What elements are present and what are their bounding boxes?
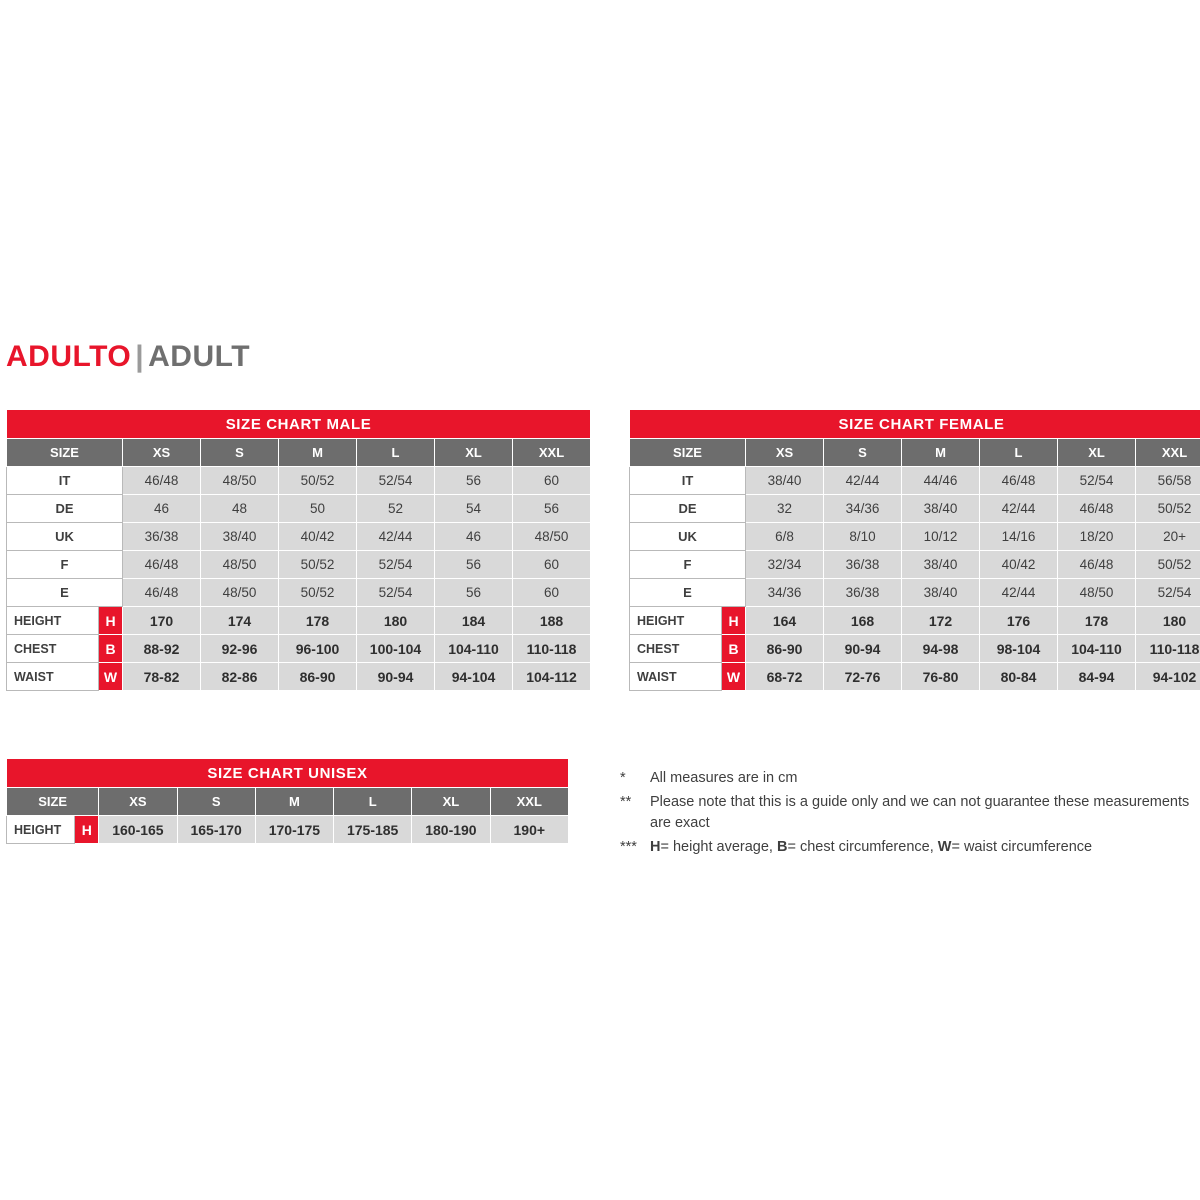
table-cell: 18/20 [1058, 523, 1136, 551]
table-cell: 52 [357, 495, 435, 523]
table-cell: 50 [279, 495, 357, 523]
column-header: XL [1058, 439, 1136, 467]
column-header: XS [123, 439, 201, 467]
table-cell: 94-104 [435, 663, 513, 691]
row-label: F [630, 551, 746, 579]
table-cell: 52/54 [357, 551, 435, 579]
table-cell: 54 [435, 495, 513, 523]
chart-header-row [7, 788, 569, 816]
table-cell: 44/46 [902, 467, 980, 495]
row-letter-badge: B [722, 635, 746, 663]
row-label: HEIGHT [7, 816, 75, 844]
table-cell: 50/52 [1136, 551, 1200, 579]
table-cell: 34/36 [824, 495, 902, 523]
table-cell: 50/52 [279, 467, 357, 495]
row-label: DE [630, 495, 746, 523]
row-label: UK [7, 523, 123, 551]
row-label: E [7, 579, 123, 607]
table-cell: 52/54 [1136, 579, 1200, 607]
column-header: XXL [513, 439, 591, 467]
table-cell: 40/42 [980, 551, 1058, 579]
note-item [620, 792, 1200, 834]
chart-banner: SIZE CHART MALE [7, 410, 591, 439]
table-cell: 172 [902, 607, 980, 635]
size-chart-male [6, 409, 591, 691]
row-label: HEIGHT [630, 607, 722, 635]
column-header: M [279, 439, 357, 467]
column-header: L [980, 439, 1058, 467]
table-cell: 178 [1058, 607, 1136, 635]
column-header: XS [746, 439, 824, 467]
chart-banner: SIZE CHART UNISEX [7, 759, 569, 788]
table-cell: 175-185 [334, 816, 412, 844]
column-header: XXL [1136, 439, 1200, 467]
table-cell: 48/50 [1058, 579, 1136, 607]
note-text: H= height average, B= chest circumference, W= waist circumference [650, 839, 1093, 855]
table-cell: 88-92 [123, 635, 201, 663]
table-row [630, 579, 1200, 607]
table-row [630, 467, 1200, 495]
table-cell: 20+ [1136, 523, 1200, 551]
table-cell: 110-118 [513, 635, 591, 663]
table-cell: 46 [123, 495, 201, 523]
column-header: S [177, 788, 255, 816]
table-cell: 40/42 [279, 523, 357, 551]
table-cell: 46/48 [123, 579, 201, 607]
table-cell: 180 [1136, 607, 1200, 635]
note-marker: ** [620, 794, 632, 810]
row-label: E [630, 579, 746, 607]
table-cell: 94-102 [1136, 663, 1200, 691]
column-header: XL [435, 439, 513, 467]
row-letter-badge: H [75, 816, 99, 844]
table-cell: 92-96 [201, 635, 279, 663]
table-cell: 10/12 [902, 523, 980, 551]
row-letter-badge: W [722, 663, 746, 691]
column-header: S [201, 439, 279, 467]
table-cell: 180 [357, 607, 435, 635]
table-row [7, 663, 591, 691]
table-cell: 188 [513, 607, 591, 635]
table-cell: 38/40 [902, 551, 980, 579]
column-header-size: SIZE [630, 439, 746, 467]
row-label: DE [7, 495, 123, 523]
table-cell: 42/44 [357, 523, 435, 551]
row-label: IT [630, 467, 746, 495]
table-cell: 46/48 [980, 467, 1058, 495]
table-cell: 42/44 [824, 467, 902, 495]
table-cell: 68-72 [746, 663, 824, 691]
table-row [630, 551, 1200, 579]
table-cell: 104-112 [513, 663, 591, 691]
table-cell: 14/16 [980, 523, 1058, 551]
page-title [6, 340, 250, 374]
table-cell: 100-104 [357, 635, 435, 663]
note-text: All measures are in cm [650, 770, 798, 786]
table-row [7, 607, 591, 635]
table-cell: 80-84 [980, 663, 1058, 691]
table-cell: 8/10 [824, 523, 902, 551]
table-row [7, 579, 591, 607]
table-cell: 86-90 [279, 663, 357, 691]
table-row [7, 523, 591, 551]
table-row [7, 551, 591, 579]
table-cell: 46 [435, 523, 513, 551]
column-header: S [824, 439, 902, 467]
table-cell: 42/44 [980, 579, 1058, 607]
table-cell: 164 [746, 607, 824, 635]
table-cell: 52/54 [357, 579, 435, 607]
table-cell: 168 [824, 607, 902, 635]
note-marker: * [620, 770, 626, 786]
table-cell: 104-110 [435, 635, 513, 663]
table-cell: 94-98 [902, 635, 980, 663]
table-cell: 165-170 [177, 816, 255, 844]
chart-banner: SIZE CHART FEMALE [630, 410, 1200, 439]
table-cell: 190+ [490, 816, 568, 844]
table-cell: 60 [513, 551, 591, 579]
table-cell: 174 [201, 607, 279, 635]
note-item [620, 768, 1200, 789]
table-row [630, 523, 1200, 551]
column-header-size: SIZE [7, 788, 99, 816]
table-cell: 56 [435, 579, 513, 607]
table-cell: 56 [513, 495, 591, 523]
row-label: CHEST [7, 635, 99, 663]
table-cell: 48/50 [201, 579, 279, 607]
table-cell: 170 [123, 607, 201, 635]
note-item [620, 837, 1200, 858]
table-cell: 76-80 [902, 663, 980, 691]
chart-banner-row [7, 410, 591, 439]
row-label: UK [630, 523, 746, 551]
table-cell: 60 [513, 579, 591, 607]
column-header: XS [99, 788, 177, 816]
table-cell: 36/38 [824, 579, 902, 607]
table-cell: 50/52 [1136, 495, 1200, 523]
table-cell: 6/8 [746, 523, 824, 551]
row-label: IT [7, 467, 123, 495]
row-letter-badge: B [99, 635, 123, 663]
row-letter-badge: W [99, 663, 123, 691]
page-title-separator: | [135, 340, 145, 373]
table-cell: 48 [201, 495, 279, 523]
table-cell: 110-118 [1136, 635, 1200, 663]
chart-header-row [630, 439, 1200, 467]
table-cell: 170-175 [255, 816, 333, 844]
table-cell: 72-76 [824, 663, 902, 691]
table-row [7, 635, 591, 663]
table-cell: 60 [513, 467, 591, 495]
row-label: CHEST [630, 635, 722, 663]
row-label: HEIGHT [7, 607, 99, 635]
page-title-secondary: ADULT [148, 340, 251, 373]
table-cell: 38/40 [902, 495, 980, 523]
table-row [7, 467, 591, 495]
table-cell: 36/38 [824, 551, 902, 579]
row-letter-badge: H [722, 607, 746, 635]
table-cell: 36/38 [123, 523, 201, 551]
table-cell: 176 [980, 607, 1058, 635]
table-cell: 46/48 [123, 551, 201, 579]
table-cell: 84-94 [1058, 663, 1136, 691]
size-chart-unisex [6, 758, 569, 844]
size-chart-female [629, 409, 1200, 691]
table-cell: 50/52 [279, 551, 357, 579]
table-cell: 46/48 [123, 467, 201, 495]
table-cell: 160-165 [99, 816, 177, 844]
table-cell: 90-94 [824, 635, 902, 663]
note-marker: *** [620, 839, 637, 855]
table-cell: 96-100 [279, 635, 357, 663]
table-cell: 104-110 [1058, 635, 1136, 663]
table-cell: 184 [435, 607, 513, 635]
table-cell: 48/50 [201, 551, 279, 579]
table-cell: 180-190 [412, 816, 490, 844]
table-row [630, 607, 1200, 635]
table-row [630, 495, 1200, 523]
notes-block [620, 768, 1200, 861]
table-cell: 38/40 [201, 523, 279, 551]
table-cell: 52/54 [357, 467, 435, 495]
table-cell: 48/50 [513, 523, 591, 551]
table-cell: 34/36 [746, 579, 824, 607]
table-cell: 38/40 [746, 467, 824, 495]
chart-banner-row [630, 410, 1200, 439]
chart-banner-row [7, 759, 569, 788]
table-cell: 90-94 [357, 663, 435, 691]
row-label: WAIST [7, 663, 99, 691]
table-cell: 46/48 [1058, 551, 1136, 579]
table-cell: 56/58 [1136, 467, 1200, 495]
table-row [7, 495, 591, 523]
table-cell: 46/48 [1058, 495, 1136, 523]
table-cell: 78-82 [123, 663, 201, 691]
table-cell: 50/52 [279, 579, 357, 607]
table-cell: 82-86 [201, 663, 279, 691]
column-header: M [902, 439, 980, 467]
table-row [7, 816, 569, 844]
column-header: XXL [490, 788, 568, 816]
table-row [630, 635, 1200, 663]
table-cell: 56 [435, 467, 513, 495]
table-cell: 38/40 [902, 579, 980, 607]
chart-header-row [7, 439, 591, 467]
row-letter-badge: H [99, 607, 123, 635]
note-text: Please note that this is a guide only and we can not guarantee these measurements are exact [650, 794, 1190, 831]
page-title-primary: ADULTO [6, 340, 132, 373]
table-cell: 56 [435, 551, 513, 579]
column-header: XL [412, 788, 490, 816]
column-header: L [357, 439, 435, 467]
table-cell: 32/34 [746, 551, 824, 579]
column-header: M [255, 788, 333, 816]
column-header-size: SIZE [7, 439, 123, 467]
table-cell: 32 [746, 495, 824, 523]
table-cell: 48/50 [201, 467, 279, 495]
column-header: L [334, 788, 412, 816]
table-cell: 52/54 [1058, 467, 1136, 495]
table-cell: 86-90 [746, 635, 824, 663]
table-row [630, 663, 1200, 691]
table-cell: 98-104 [980, 635, 1058, 663]
table-cell: 178 [279, 607, 357, 635]
row-label: WAIST [630, 663, 722, 691]
table-cell: 42/44 [980, 495, 1058, 523]
row-label: F [7, 551, 123, 579]
